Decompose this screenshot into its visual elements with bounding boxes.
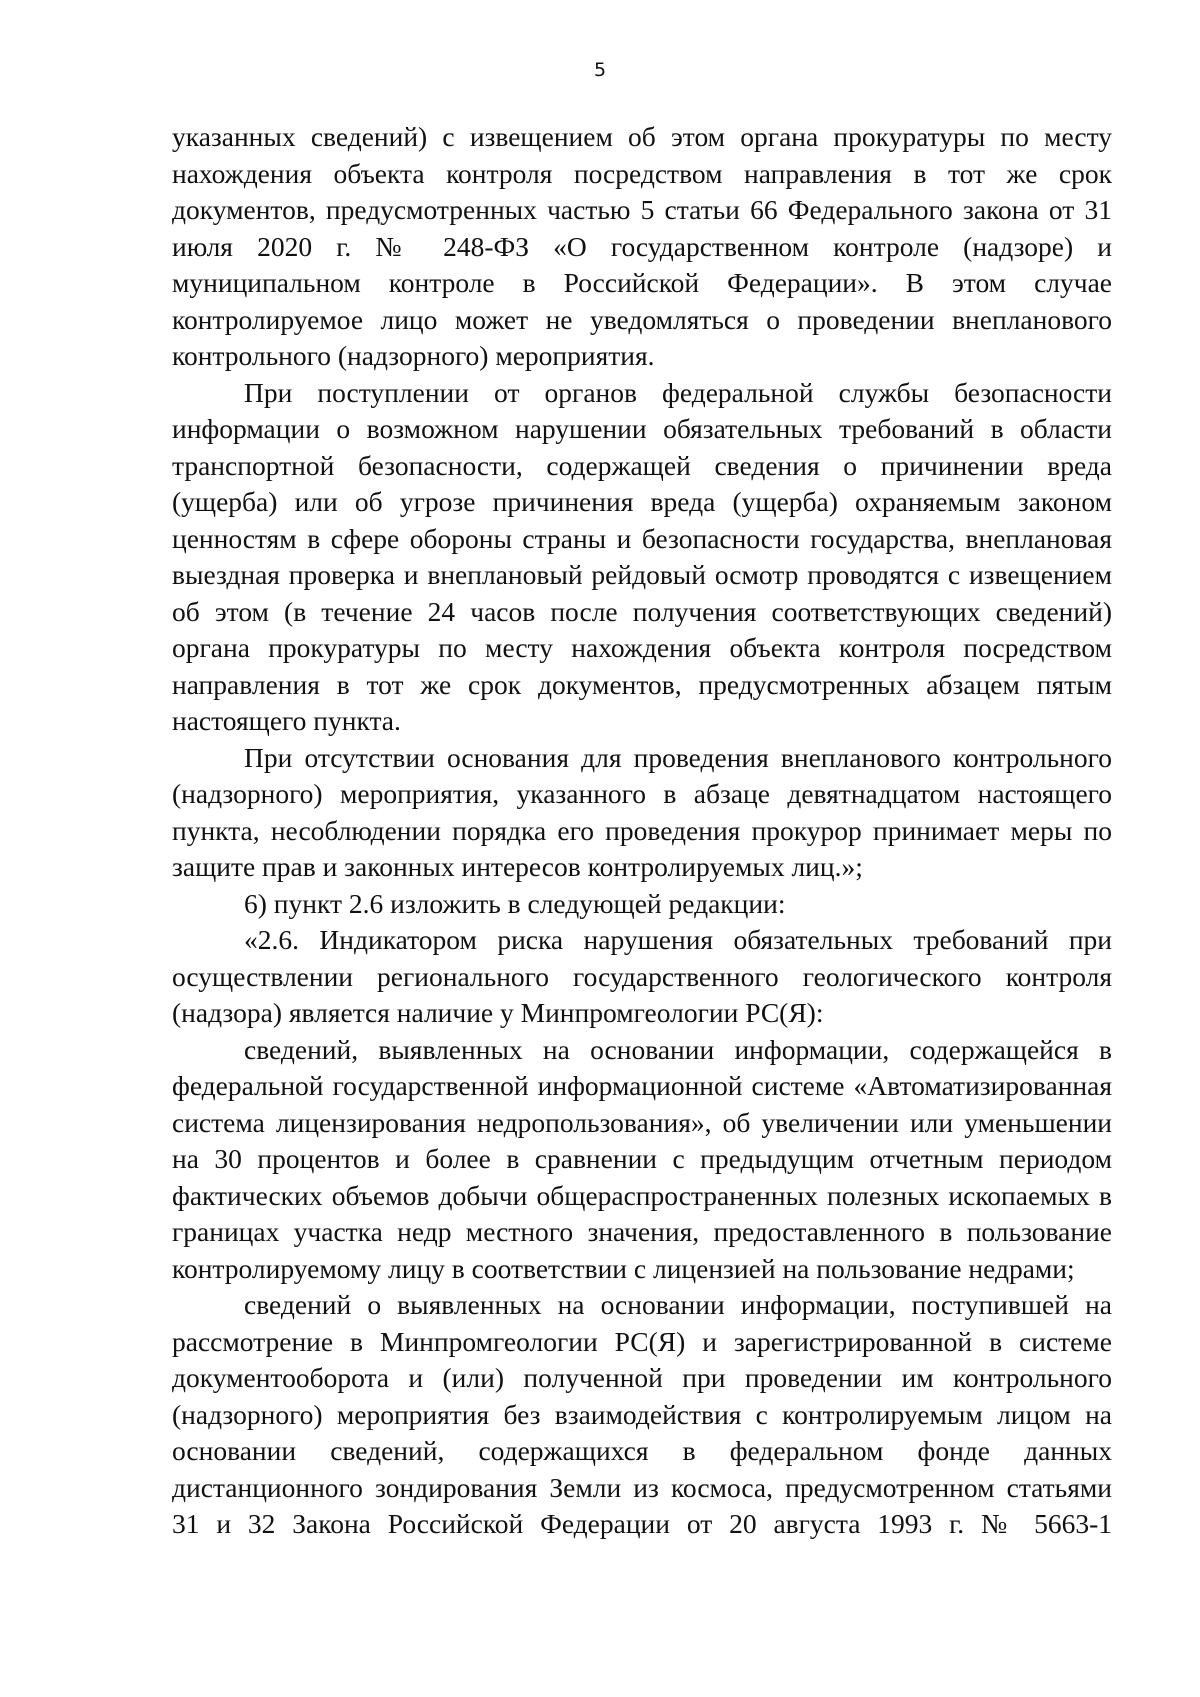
paragraph-remote-sensing: сведений о выявленных на основании информации, поступившей на рассмотрение в Минпромгеологии РС(Я) и зарегистрированной в системе документооборота и (или) полученной при проведении им контрольного (надзорного) мероприятия без взаимодействия с контролируемым лицом на основании сведений, содержащихся в федеральном фонде данных дистанционного зондирования Земли из космоса, предусмотренном статьями 31 и 32 Закона Российской Федерации от 20 августа 1993 г. № 5663-1 [172, 1289, 1112, 1539]
paragraph-item-6: 6) пункт 2.6 изложить в следующей редакции: [244, 887, 786, 919]
paragraph-risk-indicator: «2.6. Индикатором риска нарушения обязательных требований при осуществлении регионального государственного геологического контроля (надзора) является наличие у Минпромгеологии РС(Я): [172, 924, 1112, 1028]
paragraph-fsb-information: При поступлении от органов федеральной службы безопасности информации о возможном нарушении обязательных требований в области транспортной безопасности, содержащей сведения о причинении вреда (ущерба) или об угрозе причинения вреда (ущерба) охраняемым законом ценностям в сфере обороны страны и безопасности государства, внеплановая выездная проверка и внеплановый рейдовый осмотр проводятся с извещением об этом (в течение 24 часов после получения соответствующих сведений) органа прокуратуры по месту нахождения объекта контроля посредством направления в тот же срок документов, предусмотренных абзацем пятым настоящего пункта. [172, 376, 1112, 736]
document-body [172, 119, 1112, 1543]
page-number: 5 [593, 59, 607, 81]
paragraph-information-system: сведений, выявленных на основании информации, содержащейся в федеральной государственной информационной системе «Автоматизированная система лицензирования недропользования», об увеличении или уменьшении на 30 процентов и более в сравнении с предыдущим отчетным периодом фактических объемов добычи общераспространенных полезных ископаемых в границах участка недр местного значения, предоставленного в пользование контролируемому лицу в соответствии с лицензией на пользование недрами; [172, 1033, 1112, 1284]
paragraph-prosecutor-measures: При отсутствии основания для проведения внепланового контрольного (надзорного) мероприятия, указанного в абзаце девятнадцатом настоящего пункта, несоблюдении порядка его проведения прокурор принимает меры по защите прав и законных интересов контролируемых лиц.»; [172, 741, 1112, 882]
paragraph-continuation: указанных сведений) с извещением об этом органа прокуратуры по месту нахождения объекта контроля посредством направления в тот же срок документов, предусмотренных частью 5 статьи 66 Федерального закона от 31 июля 2020 г. № 248-ФЗ «О государственном контроле (надзоре) и муниципальном контроле в Российской Федерации». В этом случае контролируемое лицо может не уведомляться о проведении внепланового контрольного (надзорного) мероприятия. [172, 121, 1112, 371]
